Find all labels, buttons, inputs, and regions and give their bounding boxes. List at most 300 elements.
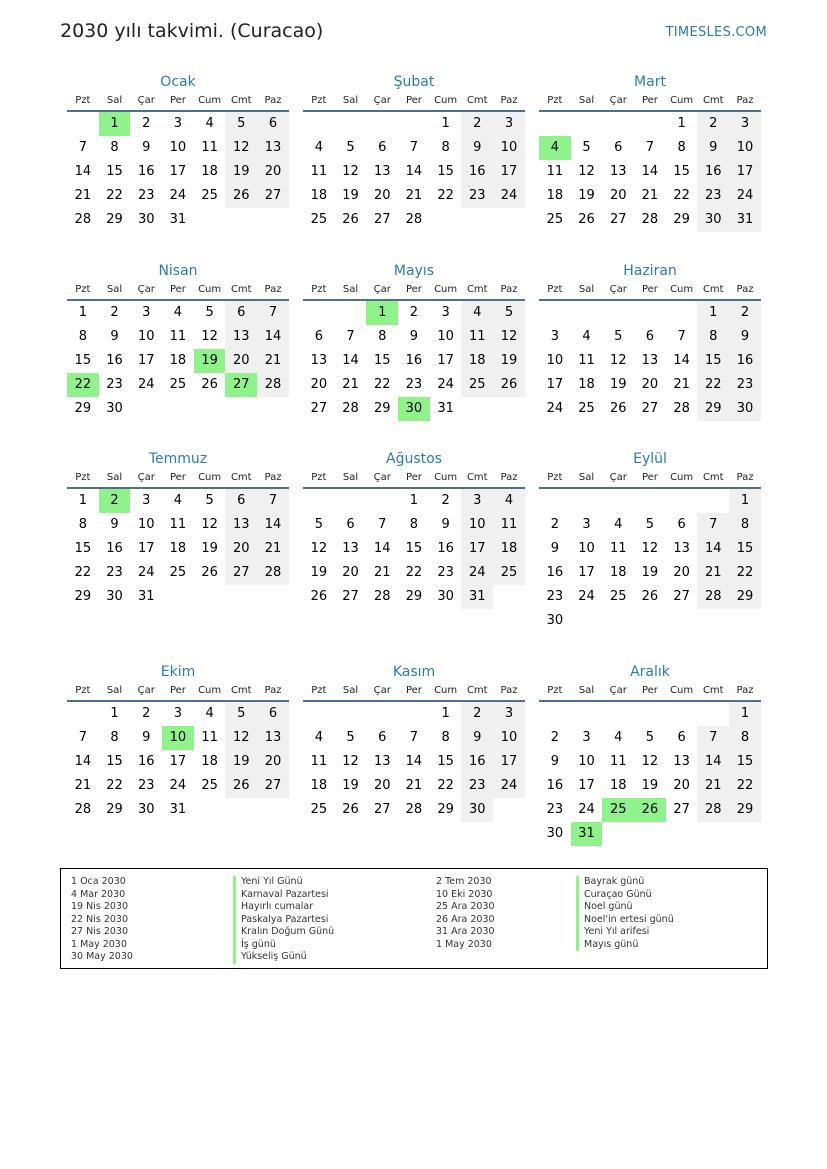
- day-cell[interactable]: 11: [578, 353, 595, 368]
- day-cell[interactable]: 14: [74, 164, 92, 179]
- day-cell[interactable]: 6: [314, 329, 323, 344]
- day-cell[interactable]: 17: [578, 565, 595, 580]
- day-cell[interactable]: 13: [225, 513, 257, 537]
- day-cell[interactable]: 31: [461, 585, 493, 609]
- day-cell[interactable]: 8: [78, 329, 87, 344]
- day-cell[interactable]: 15: [437, 754, 454, 769]
- day-cell[interactable]: 19: [609, 377, 627, 392]
- day-cell[interactable]: 15: [106, 164, 123, 179]
- day-cell[interactable]: 17: [493, 160, 525, 184]
- day-cell[interactable]: 9: [142, 730, 151, 745]
- day-cell[interactable]: 21: [697, 774, 729, 798]
- day-cell[interactable]: 1: [409, 493, 419, 508]
- day-cell[interactable]: 25: [609, 589, 627, 604]
- day-cell[interactable]: 12: [310, 541, 328, 556]
- day-cell[interactable]: 13: [257, 136, 289, 160]
- day-cell[interactable]: 27: [225, 373, 257, 397]
- day-cell[interactable]: 2: [142, 706, 151, 721]
- day-cell[interactable]: 22: [729, 774, 761, 798]
- day-cell[interactable]: 29: [106, 212, 123, 227]
- day-cell[interactable]: 12: [201, 517, 218, 532]
- day-cell[interactable]: 16: [729, 349, 761, 373]
- day-cell[interactable]: 8: [110, 730, 119, 745]
- day-cell[interactable]: 30: [546, 826, 564, 841]
- day-cell[interactable]: 23: [106, 565, 123, 580]
- day-cell[interactable]: 10: [493, 726, 525, 750]
- day-cell[interactable]: 7: [78, 140, 87, 155]
- day-cell[interactable]: 18: [169, 353, 187, 368]
- day-cell[interactable]: 4: [539, 136, 571, 160]
- day-cell[interactable]: 27: [342, 589, 359, 604]
- day-cell[interactable]: 10: [437, 329, 454, 344]
- day-cell[interactable]: 17: [729, 160, 761, 184]
- day-cell[interactable]: 16: [697, 160, 729, 184]
- day-cell[interactable]: 2: [409, 305, 419, 320]
- day-cell[interactable]: 1: [729, 489, 761, 513]
- day-cell[interactable]: 1: [78, 493, 87, 508]
- day-cell[interactable]: 4: [614, 517, 623, 532]
- day-cell[interactable]: 5: [645, 517, 655, 532]
- day-cell[interactable]: 22: [106, 778, 123, 793]
- day-cell[interactable]: 31: [137, 589, 155, 604]
- day-cell[interactable]: 18: [310, 778, 328, 793]
- day-cell[interactable]: 13: [257, 726, 289, 750]
- day-cell[interactable]: 14: [342, 353, 359, 368]
- day-cell[interactable]: 25: [169, 377, 187, 392]
- day-cell[interactable]: 27: [373, 212, 391, 227]
- day-cell[interactable]: 2: [461, 112, 493, 136]
- day-cell[interactable]: 1: [99, 112, 131, 136]
- day-cell[interactable]: 1: [366, 301, 398, 325]
- day-cell[interactable]: 25: [169, 565, 187, 580]
- day-cell[interactable]: 24: [461, 561, 493, 585]
- day-cell[interactable]: 31: [571, 822, 603, 846]
- day-cell[interactable]: 16: [137, 754, 155, 769]
- day-cell[interactable]: 25: [493, 561, 525, 585]
- day-cell[interactable]: 28: [342, 401, 359, 416]
- day-cell[interactable]: 19: [225, 160, 257, 184]
- day-cell[interactable]: 4: [173, 493, 183, 508]
- day-cell[interactable]: 8: [729, 513, 761, 537]
- day-cell[interactable]: 10: [493, 136, 525, 160]
- day-cell[interactable]: 11: [609, 754, 627, 769]
- day-cell[interactable]: 9: [110, 517, 119, 532]
- day-cell[interactable]: 16: [546, 778, 564, 793]
- day-cell[interactable]: 20: [225, 349, 257, 373]
- day-cell[interactable]: 26: [634, 798, 666, 822]
- day-cell[interactable]: 23: [405, 377, 423, 392]
- day-cell[interactable]: 18: [609, 778, 627, 793]
- day-cell[interactable]: 12: [342, 754, 359, 769]
- day-cell[interactable]: 5: [225, 702, 257, 726]
- day-cell[interactable]: 30: [461, 798, 493, 822]
- day-cell[interactable]: 31: [169, 212, 187, 227]
- day-cell[interactable]: 9: [142, 140, 151, 155]
- day-cell[interactable]: 5: [225, 112, 257, 136]
- day-cell[interactable]: 19: [201, 541, 218, 556]
- day-cell[interactable]: 4: [314, 140, 323, 155]
- day-cell[interactable]: 25: [602, 798, 634, 822]
- day-cell[interactable]: 22: [106, 188, 123, 203]
- day-cell[interactable]: 12: [578, 164, 595, 179]
- day-cell[interactable]: 20: [673, 778, 690, 793]
- day-cell[interactable]: 18: [310, 188, 328, 203]
- day-cell[interactable]: 17: [169, 754, 187, 769]
- day-cell[interactable]: 16: [461, 750, 493, 774]
- day-cell[interactable]: 21: [405, 188, 423, 203]
- day-cell[interactable]: 4: [314, 730, 323, 745]
- day-cell[interactable]: 5: [493, 301, 525, 325]
- day-cell[interactable]: 15: [673, 164, 690, 179]
- day-cell[interactable]: 13: [342, 541, 359, 556]
- day-cell[interactable]: 20: [257, 750, 289, 774]
- day-cell[interactable]: 12: [609, 353, 627, 368]
- day-cell[interactable]: 17: [461, 537, 493, 561]
- day-cell[interactable]: 10: [169, 140, 187, 155]
- day-cell[interactable]: 17: [137, 353, 155, 368]
- day-cell[interactable]: 26: [609, 401, 627, 416]
- day-cell[interactable]: 4: [493, 489, 525, 513]
- day-cell[interactable]: 24: [578, 589, 595, 604]
- day-cell[interactable]: 27: [310, 401, 328, 416]
- day-cell[interactable]: 5: [614, 329, 623, 344]
- day-cell[interactable]: 28: [641, 212, 659, 227]
- day-cell[interactable]: 9: [550, 541, 559, 556]
- day-cell[interactable]: 19: [578, 188, 595, 203]
- day-cell[interactable]: 6: [645, 329, 655, 344]
- day-cell[interactable]: 3: [461, 489, 493, 513]
- day-cell[interactable]: 13: [673, 754, 690, 769]
- day-cell[interactable]: 22: [697, 373, 729, 397]
- day-cell[interactable]: 16: [106, 541, 123, 556]
- day-cell[interactable]: 29: [106, 802, 123, 817]
- day-cell[interactable]: 12: [225, 726, 257, 750]
- day-cell[interactable]: 29: [405, 589, 423, 604]
- day-cell[interactable]: 13: [310, 353, 328, 368]
- day-cell[interactable]: 18: [546, 188, 564, 203]
- day-cell[interactable]: 24: [493, 774, 525, 798]
- day-cell[interactable]: 14: [257, 513, 289, 537]
- day-cell[interactable]: 4: [173, 305, 183, 320]
- day-cell[interactable]: 25: [310, 802, 328, 817]
- day-cell[interactable]: 26: [342, 212, 359, 227]
- day-cell[interactable]: 24: [493, 184, 525, 208]
- day-cell[interactable]: 29: [697, 397, 729, 421]
- day-cell[interactable]: 8: [729, 726, 761, 750]
- day-cell[interactable]: 24: [578, 802, 595, 817]
- day-cell[interactable]: 9: [697, 136, 729, 160]
- day-cell[interactable]: 14: [373, 541, 391, 556]
- day-cell[interactable]: 14: [405, 754, 423, 769]
- day-cell[interactable]: 29: [74, 589, 92, 604]
- day-cell[interactable]: 15: [74, 353, 92, 368]
- day-cell[interactable]: 23: [729, 373, 761, 397]
- day-cell[interactable]: 16: [461, 160, 493, 184]
- day-cell[interactable]: 11: [169, 517, 187, 532]
- day-cell[interactable]: 6: [257, 112, 289, 136]
- day-cell[interactable]: 5: [645, 730, 655, 745]
- day-cell[interactable]: 8: [78, 517, 87, 532]
- day-cell[interactable]: 20: [373, 778, 391, 793]
- day-cell[interactable]: 11: [310, 754, 328, 769]
- day-cell[interactable]: 26: [201, 565, 218, 580]
- day-cell[interactable]: 15: [697, 349, 729, 373]
- day-cell[interactable]: 27: [609, 212, 627, 227]
- day-cell[interactable]: 6: [225, 301, 257, 325]
- day-cell[interactable]: 11: [201, 140, 218, 155]
- day-cell[interactable]: 2: [441, 493, 450, 508]
- day-cell[interactable]: 9: [729, 325, 761, 349]
- day-cell[interactable]: 20: [257, 160, 289, 184]
- day-cell[interactable]: 24: [169, 188, 187, 203]
- day-cell[interactable]: 3: [173, 706, 183, 721]
- day-cell[interactable]: 30: [546, 613, 564, 628]
- day-cell[interactable]: 16: [437, 541, 454, 556]
- day-cell[interactable]: 23: [461, 184, 493, 208]
- day-cell[interactable]: 7: [409, 140, 419, 155]
- day-cell[interactable]: 22: [373, 377, 391, 392]
- day-cell[interactable]: 3: [550, 329, 559, 344]
- day-cell[interactable]: 6: [614, 140, 623, 155]
- day-cell[interactable]: 21: [74, 188, 92, 203]
- day-cell[interactable]: 23: [137, 778, 155, 793]
- day-cell[interactable]: 26: [641, 589, 659, 604]
- day-cell[interactable]: 28: [373, 589, 391, 604]
- day-cell[interactable]: 15: [106, 754, 123, 769]
- day-cell[interactable]: 16: [546, 565, 564, 580]
- day-cell[interactable]: 30: [137, 802, 155, 817]
- day-cell[interactable]: 22: [67, 373, 99, 397]
- day-cell[interactable]: 27: [257, 184, 289, 208]
- day-cell[interactable]: 14: [673, 353, 690, 368]
- day-cell[interactable]: 28: [74, 212, 92, 227]
- day-cell[interactable]: 11: [310, 164, 328, 179]
- day-cell[interactable]: 2: [550, 730, 559, 745]
- day-cell[interactable]: 28: [673, 401, 690, 416]
- day-cell[interactable]: 17: [169, 164, 187, 179]
- day-cell[interactable]: 22: [437, 778, 454, 793]
- day-cell[interactable]: 14: [697, 537, 729, 561]
- day-cell[interactable]: 27: [673, 589, 690, 604]
- day-cell[interactable]: 6: [346, 517, 355, 532]
- day-cell[interactable]: 20: [641, 377, 659, 392]
- day-cell[interactable]: 3: [142, 305, 151, 320]
- day-cell[interactable]: 7: [346, 329, 355, 344]
- day-cell[interactable]: 22: [405, 565, 423, 580]
- day-cell[interactable]: 27: [673, 802, 690, 817]
- day-cell[interactable]: 7: [378, 517, 387, 532]
- day-cell[interactable]: 19: [342, 778, 359, 793]
- day-cell[interactable]: 4: [614, 730, 623, 745]
- day-cell[interactable]: 23: [546, 589, 564, 604]
- day-cell[interactable]: 8: [409, 517, 419, 532]
- day-cell[interactable]: 2: [697, 112, 729, 136]
- day-cell[interactable]: 28: [405, 802, 423, 817]
- day-cell[interactable]: 1: [441, 706, 450, 721]
- day-cell[interactable]: 10: [578, 541, 595, 556]
- day-cell[interactable]: 17: [546, 377, 564, 392]
- day-cell[interactable]: 1: [697, 301, 729, 325]
- day-cell[interactable]: 15: [405, 541, 423, 556]
- day-cell[interactable]: 16: [137, 164, 155, 179]
- day-cell[interactable]: 24: [137, 565, 155, 580]
- day-cell[interactable]: 15: [373, 353, 391, 368]
- day-cell[interactable]: 5: [205, 493, 214, 508]
- day-cell[interactable]: 19: [641, 565, 659, 580]
- day-cell[interactable]: 24: [437, 377, 454, 392]
- day-cell[interactable]: 30: [106, 589, 123, 604]
- day-cell[interactable]: 18: [578, 377, 595, 392]
- day-cell[interactable]: 27: [225, 561, 257, 585]
- day-cell[interactable]: 7: [697, 726, 729, 750]
- day-cell[interactable]: 24: [546, 401, 564, 416]
- day-cell[interactable]: 15: [729, 537, 761, 561]
- day-cell[interactable]: 14: [405, 164, 423, 179]
- day-cell[interactable]: 26: [493, 373, 525, 397]
- day-cell[interactable]: 24: [729, 184, 761, 208]
- day-cell[interactable]: 19: [342, 188, 359, 203]
- day-cell[interactable]: 27: [641, 401, 659, 416]
- day-cell[interactable]: 3: [142, 493, 151, 508]
- day-cell[interactable]: 11: [461, 325, 493, 349]
- day-cell[interactable]: 30: [729, 397, 761, 421]
- day-cell[interactable]: 12: [493, 325, 525, 349]
- day-cell[interactable]: 6: [677, 730, 686, 745]
- day-cell[interactable]: 21: [342, 377, 359, 392]
- day-cell[interactable]: 6: [378, 730, 387, 745]
- day-cell[interactable]: 4: [205, 116, 214, 131]
- day-cell[interactable]: 11: [546, 164, 564, 179]
- day-cell[interactable]: 21: [405, 778, 423, 793]
- day-cell[interactable]: 7: [257, 301, 289, 325]
- day-cell[interactable]: 13: [225, 325, 257, 349]
- day-cell[interactable]: 9: [409, 329, 419, 344]
- day-cell[interactable]: 1: [729, 702, 761, 726]
- day-cell[interactable]: 18: [201, 754, 218, 769]
- day-cell[interactable]: 31: [437, 401, 454, 416]
- day-cell[interactable]: 13: [609, 164, 627, 179]
- day-cell[interactable]: 19: [641, 778, 659, 793]
- day-cell[interactable]: 10: [137, 517, 155, 532]
- day-cell[interactable]: 23: [461, 774, 493, 798]
- day-cell[interactable]: 5: [346, 730, 355, 745]
- day-cell[interactable]: 9: [550, 754, 559, 769]
- day-cell[interactable]: 24: [137, 377, 155, 392]
- day-cell[interactable]: 25: [461, 373, 493, 397]
- day-cell[interactable]: 21: [257, 537, 289, 561]
- day-cell[interactable]: 30: [697, 208, 729, 232]
- day-cell[interactable]: 10: [578, 754, 595, 769]
- day-cell[interactable]: 4: [582, 329, 591, 344]
- day-cell[interactable]: 13: [641, 353, 659, 368]
- day-cell[interactable]: 3: [582, 730, 591, 745]
- day-cell[interactable]: 12: [201, 329, 218, 344]
- brand-link[interactable]: TIMESLES.COM: [665, 25, 767, 40]
- day-cell[interactable]: 25: [201, 778, 218, 793]
- day-cell[interactable]: 21: [697, 561, 729, 585]
- day-cell[interactable]: 23: [106, 377, 123, 392]
- day-cell[interactable]: 13: [673, 541, 690, 556]
- day-cell[interactable]: 26: [342, 802, 359, 817]
- day-cell[interactable]: 18: [461, 349, 493, 373]
- day-cell[interactable]: 28: [257, 561, 289, 585]
- day-cell[interactable]: 26: [225, 774, 257, 798]
- day-cell[interactable]: 24: [169, 778, 187, 793]
- day-cell[interactable]: 30: [137, 212, 155, 227]
- day-cell[interactable]: 2: [142, 116, 151, 131]
- day-cell[interactable]: 21: [673, 377, 690, 392]
- day-cell[interactable]: 15: [729, 750, 761, 774]
- day-cell[interactable]: 11: [169, 329, 187, 344]
- day-cell[interactable]: 25: [578, 401, 595, 416]
- day-cell[interactable]: 12: [641, 754, 659, 769]
- day-cell[interactable]: 8: [441, 140, 450, 155]
- day-cell[interactable]: 18: [169, 541, 187, 556]
- day-cell[interactable]: 19: [225, 750, 257, 774]
- day-cell[interactable]: 17: [578, 778, 595, 793]
- day-cell[interactable]: 30: [106, 401, 123, 416]
- day-cell[interactable]: 8: [677, 140, 686, 155]
- day-cell[interactable]: 22: [673, 188, 690, 203]
- day-cell[interactable]: 3: [582, 517, 591, 532]
- day-cell[interactable]: 10: [137, 329, 155, 344]
- day-cell[interactable]: 6: [677, 517, 686, 532]
- day-cell[interactable]: 27: [257, 774, 289, 798]
- day-cell[interactable]: 17: [437, 353, 454, 368]
- day-cell[interactable]: 30: [398, 397, 430, 421]
- day-cell[interactable]: 15: [437, 164, 454, 179]
- day-cell[interactable]: 29: [74, 401, 92, 416]
- day-cell[interactable]: 4: [461, 301, 493, 325]
- day-cell[interactable]: 16: [405, 353, 423, 368]
- day-cell[interactable]: 29: [729, 798, 761, 822]
- day-cell[interactable]: 28: [697, 798, 729, 822]
- day-cell[interactable]: 2: [99, 489, 131, 513]
- day-cell[interactable]: 23: [137, 188, 155, 203]
- day-cell[interactable]: 3: [493, 702, 525, 726]
- day-cell[interactable]: 26: [201, 377, 218, 392]
- day-cell[interactable]: 1: [677, 116, 686, 131]
- day-cell[interactable]: 21: [373, 565, 391, 580]
- day-cell[interactable]: 31: [729, 208, 761, 232]
- day-cell[interactable]: 10: [162, 726, 194, 750]
- day-cell[interactable]: 14: [74, 754, 92, 769]
- day-cell[interactable]: 7: [257, 489, 289, 513]
- day-cell[interactable]: 9: [441, 517, 450, 532]
- day-cell[interactable]: 14: [697, 750, 729, 774]
- day-cell[interactable]: 15: [74, 541, 92, 556]
- day-cell[interactable]: 11: [609, 541, 627, 556]
- day-cell[interactable]: 10: [729, 136, 761, 160]
- day-cell[interactable]: 9: [110, 329, 119, 344]
- day-cell[interactable]: 8: [697, 325, 729, 349]
- day-cell[interactable]: 29: [673, 212, 690, 227]
- day-cell[interactable]: 7: [677, 329, 686, 344]
- day-cell[interactable]: 16: [106, 353, 123, 368]
- day-cell[interactable]: 29: [373, 401, 391, 416]
- day-cell[interactable]: 8: [378, 329, 387, 344]
- day-cell[interactable]: 3: [173, 116, 183, 131]
- day-cell[interactable]: 25: [546, 212, 564, 227]
- day-cell[interactable]: 6: [225, 489, 257, 513]
- day-cell[interactable]: 14: [641, 164, 659, 179]
- day-cell[interactable]: 20: [225, 537, 257, 561]
- day-cell[interactable]: 10: [461, 513, 493, 537]
- day-cell[interactable]: 17: [493, 750, 525, 774]
- day-cell[interactable]: 28: [74, 802, 92, 817]
- day-cell[interactable]: 20: [310, 377, 328, 392]
- day-cell[interactable]: 14: [257, 325, 289, 349]
